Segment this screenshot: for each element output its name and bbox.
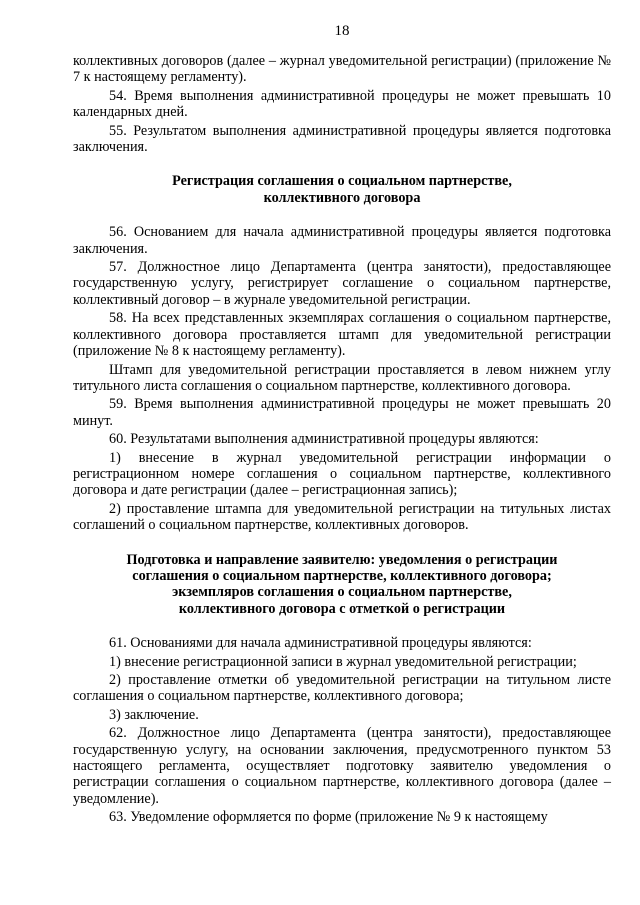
paragraph: 58. На всех представленных экземплярах соглашения о социальном партнерстве, коллективного договора проставляется штамп для уведомительной регистрации (приложение № 8 к настоящему регламенту). (73, 310, 611, 360)
paragraph: 1) внесение регистрационной записи в журнал уведомительной регистрации; (109, 653, 577, 670)
section-heading-line: экземпляров соглашения о социальном партнерстве, (172, 584, 512, 601)
paragraph: Штамп для уведомительной регистрации проставляется в левом нижнем углу титульного листа соглашения о социальном партнерстве, коллективного договора. (73, 361, 611, 394)
paragraph: 1) внесение в журнал уведомительной регистрации информации о регистрационном номере соглашения о социальном партнерстве, коллективного договора и дате регистрации (далее – регистрационная запись); (73, 449, 611, 499)
paragraph: 61. Основаниями для начала административной процедуры являются: (109, 635, 532, 652)
section-heading-line: Регистрация соглашения о социальном партнерстве, (172, 173, 512, 190)
paragraph: 62. Должностное лицо Департамента (центра занятости), предоставляющее государственную услугу, на основании заключения, предусмотренного пунктом 53 настоящего регламента, осуществляет подготовку заявителю уведомления о регистрации соглашения о социальном партнерстве, коллективного договора (далее – уведомление). (73, 725, 611, 807)
document-page (73, 22, 611, 828)
section-heading (73, 173, 611, 206)
section-heading (73, 552, 611, 618)
section-heading-line: Подготовка и направление заявителю: уведомления о регистрации (126, 551, 558, 568)
paragraph: 59. Время выполнения административной процедуры не может превышать 20 минут. (73, 396, 611, 429)
paragraph: 56. Основанием для начала административной процедуры является подготовка заключения. (73, 224, 611, 257)
paragraph: 57. Должностное лицо Департамента (центра занятости), предоставляющее государственную услугу, регистрирует соглашение о социальном партнерстве, коллективный договор – в журнале уведомительной регистрации. (73, 259, 611, 308)
paragraph: 2) проставление штампа для уведомительной регистрации на титульных листах соглашений о социальном партнерстве, коллективных договоров. (73, 500, 611, 534)
paragraph: коллективных договоров (далее – журнал уведомительной регистрации) (приложение № 7 к настоящему регламенту). (73, 53, 611, 86)
paragraph: 55. Результатом выполнения административной процедуры является подготовка заключения. (73, 122, 611, 156)
paragraph: 63. Уведомление оформляется по форме (приложение № 9 к настоящему (109, 809, 548, 826)
section-heading-line: коллективного договора (263, 189, 421, 206)
paragraph: 54. Время выполнения административной процедуры не может превышать 10 календарных дней. (73, 87, 611, 121)
page-number: 18 (334, 23, 350, 39)
paragraph: 3) заключение. (109, 706, 199, 723)
section-heading-line: соглашения о социальном партнерстве, коллективного договора; (132, 567, 552, 584)
paragraph: 60. Результатами выполнения административной процедуры являются: (109, 431, 539, 448)
section-heading-line: коллективного договора с отметкой о регистрации (178, 600, 506, 617)
paragraph: 2) проставление отметки об уведомительной регистрации на титульном листе соглашения о социальном партнерстве, коллективного договора; (73, 672, 611, 705)
document-body (73, 53, 611, 826)
